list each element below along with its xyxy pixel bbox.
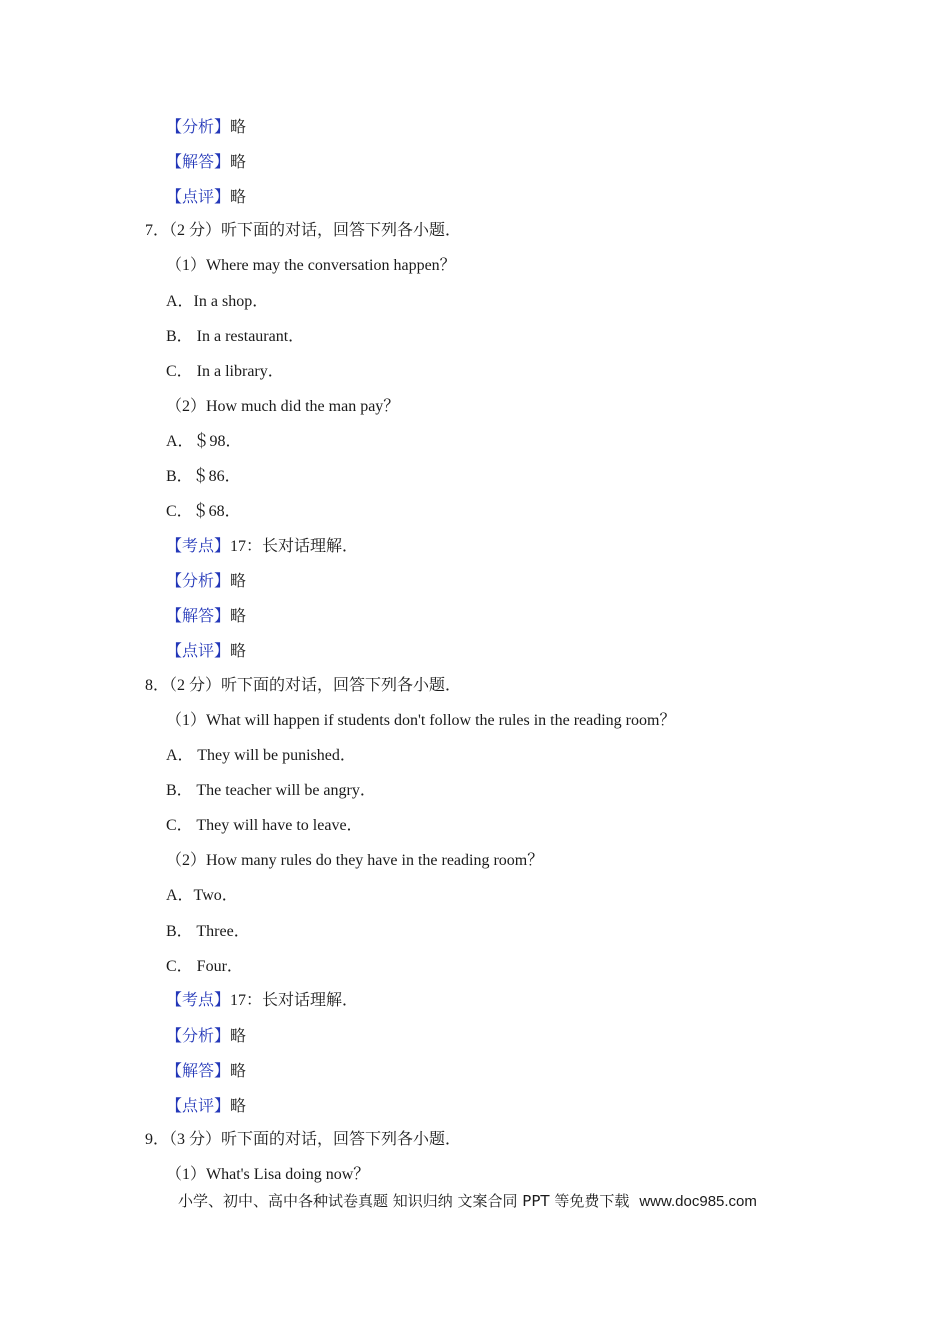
q7-point-tag: 【考点】 — [166, 538, 231, 555]
q8-comment-text: 略 — [230, 1098, 247, 1115]
q7-sub2: （2）How much did the man pay？ — [166, 398, 400, 415]
q8-comment-line — [166, 1096, 246, 1118]
q7-comment-text: 略 — [230, 643, 247, 660]
q8-analysis-tag: 【分析】 — [166, 1028, 231, 1045]
comment-tag: 【点评】 — [166, 189, 231, 206]
q8-answer-line — [166, 1061, 246, 1083]
q7-point-line — [166, 536, 358, 558]
q8-comment-tag: 【点评】 — [166, 1098, 231, 1115]
q8-point-text: 17：长对话理解． — [230, 992, 359, 1009]
q9-header: 9．（3 分）听下面的对话，回答下列各小题． — [145, 1131, 462, 1148]
q8-sub2: （2）How many rules do they have in the reading room？ — [166, 852, 544, 869]
footer-text: 小学、初中、高中各种试卷真题 知识归纳 文案合同 PPT 等免费下载 — [178, 1192, 630, 1210]
answer-tag: 【解答】 — [166, 154, 231, 171]
q8-sub2-option-a: A．Two． — [166, 887, 238, 904]
comment-text: 略 — [230, 189, 247, 206]
q8-sub1-option-a: A． They will be punished． — [166, 747, 356, 764]
q8-header: 8．（2 分）听下面的对话，回答下列各小题． — [145, 677, 462, 694]
q7-answer-text: 略 — [230, 608, 247, 625]
q8-analysis-line — [166, 1026, 246, 1048]
analysis-text: 略 — [230, 119, 247, 136]
answer-line — [166, 152, 246, 174]
q8-sub1-option-c: C． They will have to leave． — [166, 817, 363, 834]
q8-sub2-option-b: B． Three． — [166, 923, 250, 940]
q7-analysis-text: 略 — [230, 573, 247, 590]
q7-sub2-option-b: B．＄86． — [166, 468, 241, 485]
q8-sub1-option-b: B． The teacher will be angry． — [166, 782, 376, 799]
page-footer — [178, 1190, 757, 1213]
q7-sub1-option-c: C． In a library． — [166, 363, 284, 380]
q8-answer-text: 略 — [230, 1063, 247, 1080]
q7-analysis-line — [166, 571, 246, 593]
analysis-tag: 【分析】 — [166, 119, 231, 136]
q7-sub2-option-c: C．＄68． — [166, 503, 241, 520]
q7-sub1-option-b: B． In a restaurant． — [166, 328, 305, 345]
q8-point-tag: 【考点】 — [166, 992, 231, 1009]
q7-answer-line — [166, 606, 246, 628]
q7-analysis-tag: 【分析】 — [166, 573, 231, 590]
q7-sub1-option-a: A．In a shop． — [166, 293, 269, 310]
q7-comment-line — [166, 641, 246, 663]
footer-url[interactable]: www.doc985.com — [639, 1193, 757, 1210]
q8-analysis-text: 略 — [230, 1028, 247, 1045]
q7-sub2-option-a: A．＄98． — [166, 433, 242, 450]
q8-answer-tag: 【解答】 — [166, 1063, 231, 1080]
q9-sub1: （1）What's Lisa doing now？ — [166, 1166, 370, 1183]
q7-header: 7．（2 分）听下面的对话，回答下列各小题． — [145, 222, 462, 239]
q7-sub1: （1）Where may the conversation happen？ — [166, 257, 456, 274]
q8-point-line — [166, 990, 358, 1012]
comment-line — [166, 187, 246, 209]
q7-answer-tag: 【解答】 — [166, 608, 231, 625]
analysis-line — [166, 117, 246, 139]
answer-text: 略 — [230, 154, 247, 171]
q8-sub1: （1）What will happen if students don't follow the rules in the reading room？ — [166, 712, 676, 729]
q7-point-text: 17：长对话理解． — [230, 538, 359, 555]
q8-sub2-option-c: C． Four． — [166, 958, 243, 975]
q7-comment-tag: 【点评】 — [166, 643, 231, 660]
